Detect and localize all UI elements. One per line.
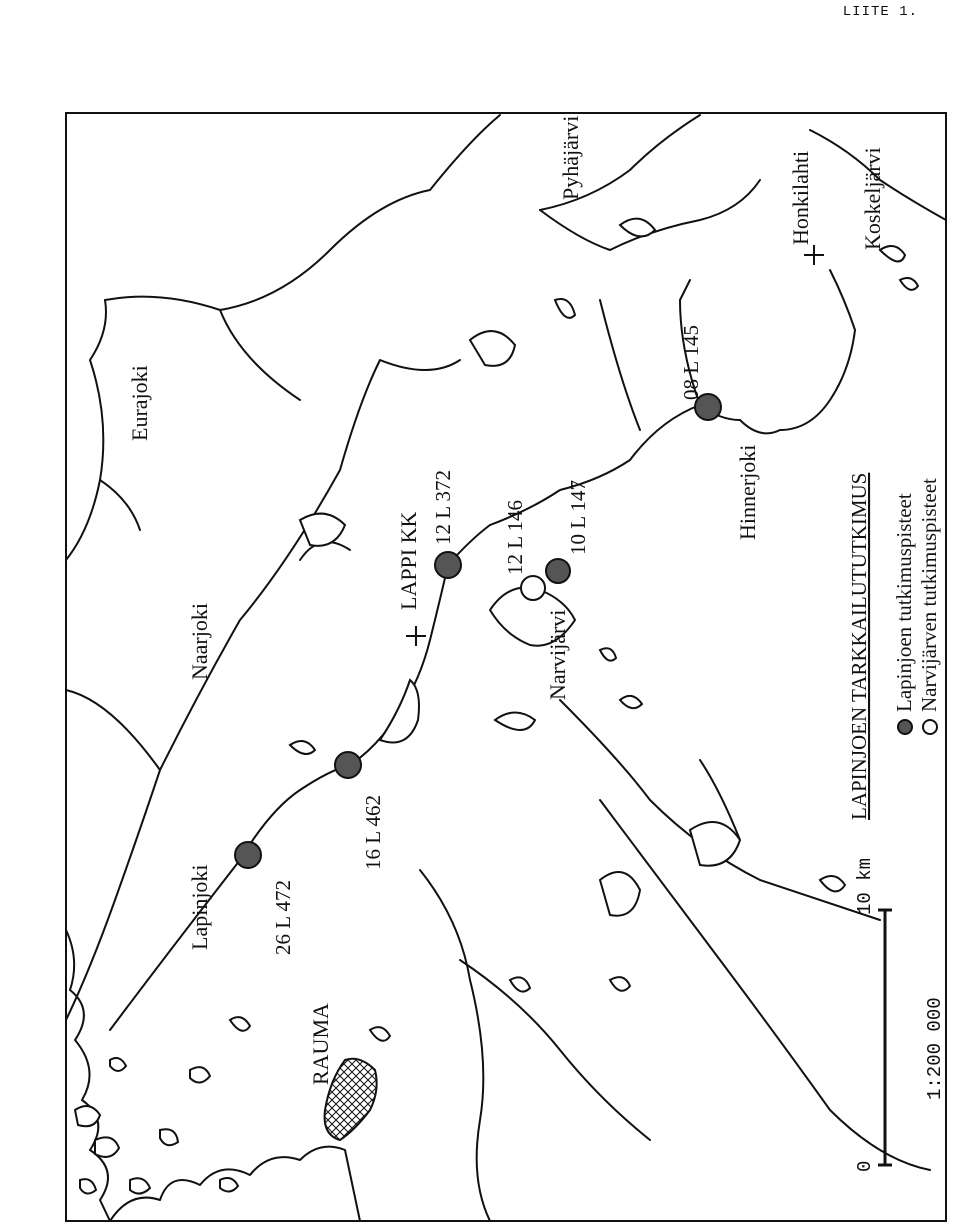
site-marker-16 (335, 752, 361, 778)
legend-lake-points: Narvijärven tutkimuspisteet (917, 478, 941, 712)
scale-bar (854, 858, 946, 1172)
label-narvijarvi: Narvijärvi (545, 609, 570, 700)
scale-zero: 0 (854, 1160, 876, 1172)
scale-ten: 10 km (854, 857, 876, 915)
label-lapinjoki: Lapinjoki (187, 864, 212, 950)
label-site-26: 26 L 472 (271, 879, 295, 955)
label-hinnerjoki: Hinnerjoki (735, 444, 760, 540)
label-pyhajarvi: Pyhäjärvi (558, 115, 583, 200)
naarjoki-river (66, 360, 460, 1020)
label-eurajoki: Eurajoki (127, 365, 152, 441)
church-icon-honkilahti (804, 245, 824, 265)
scale-ratio: 1:200 000 (924, 997, 946, 1100)
label-site-08: 08 L 145 (679, 324, 703, 400)
label-honkilahti: Honkilahti (788, 150, 813, 245)
legend-lake-marker (923, 720, 937, 734)
label-site-16: 16 L 462 (361, 794, 385, 870)
legend (847, 473, 941, 820)
legend-river-marker (898, 720, 912, 734)
site-marker-12-372 (435, 552, 461, 578)
site-marker-10 (546, 559, 570, 583)
church-icon-lappi (406, 626, 426, 646)
site-marker-26 (235, 842, 261, 868)
label-site-10: 10 L 147 (566, 479, 590, 555)
label-koskeljarvi: Koskeljärvi (860, 147, 885, 250)
legend-title: LAPINJOEN TARKKAILUTUTKIMUS (847, 472, 871, 820)
annex-label: LIITE 1. (842, 4, 918, 20)
legend-river-points: Lapinjoen tutkimuspisteet (892, 493, 916, 712)
label-site-12-372: 12 L 372 (431, 469, 455, 545)
lakes (230, 219, 918, 1041)
label-rauma: RAUMA (308, 1003, 333, 1085)
label-naarjoki: Naarjoki (187, 603, 212, 680)
site-marker-12-146 (521, 576, 545, 600)
lapinjoki-river (110, 270, 855, 1030)
label-lappi-kk: LAPPI KK (396, 511, 421, 610)
label-site-12-146: 12 L 146 (503, 499, 527, 575)
